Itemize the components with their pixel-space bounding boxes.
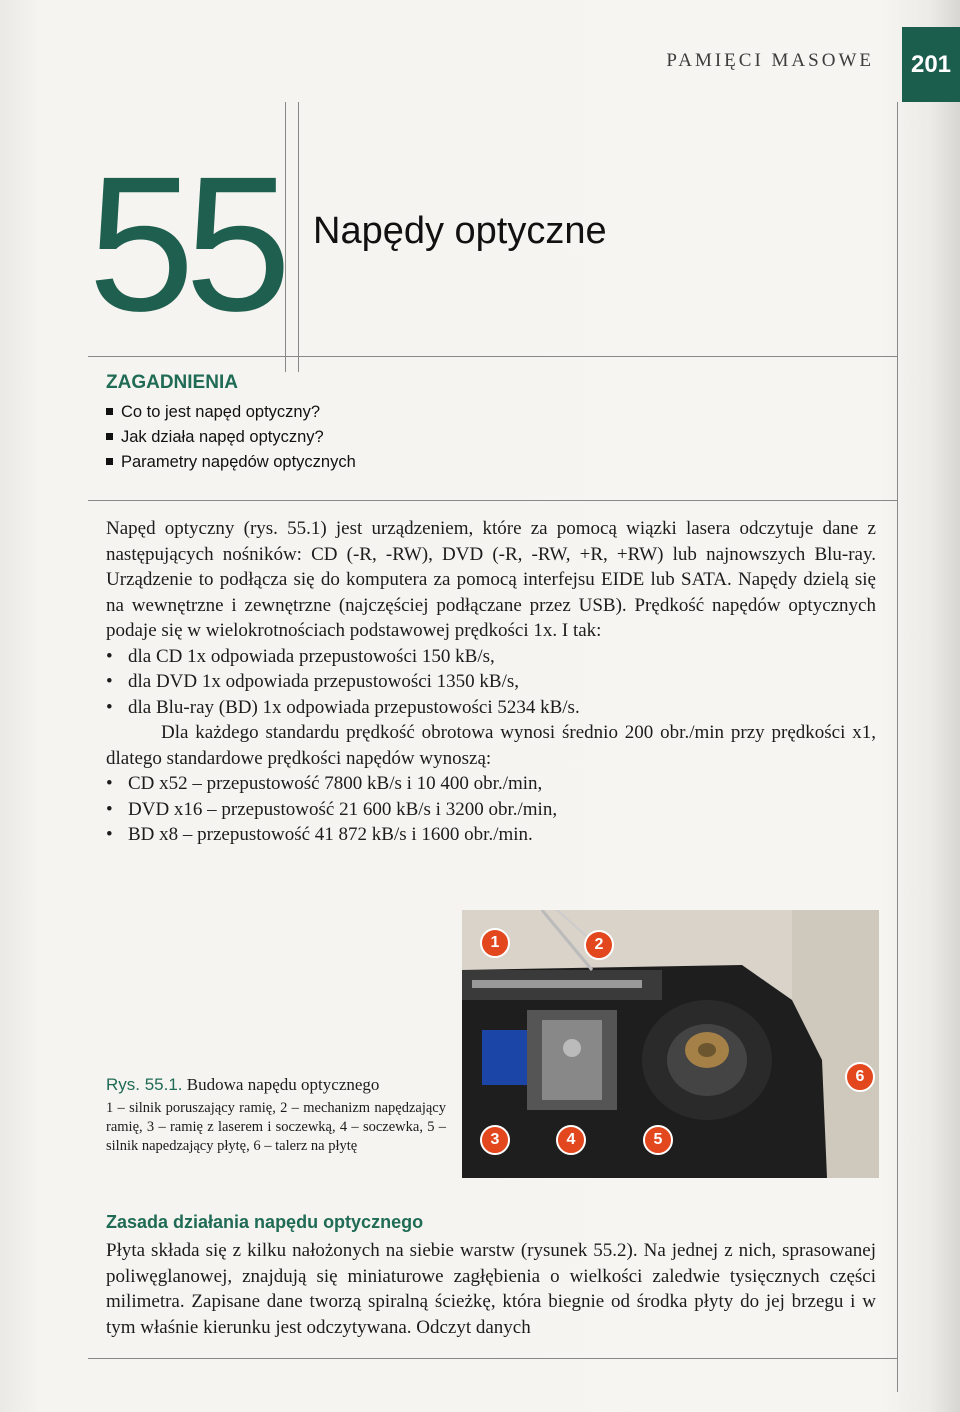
frame-line [88, 356, 898, 357]
frame-line [88, 500, 898, 501]
marker-4: 4 [556, 1125, 586, 1155]
frame-line [298, 102, 299, 372]
frame-line [897, 102, 898, 1392]
square-bullet-icon [106, 458, 113, 465]
examples-list [106, 771, 876, 848]
frame-line [285, 102, 286, 372]
speeds-paragraph: Dla każdego standardu prędkość obrotowa wynosi średnio 200 obr./min przy prędkości x1, dlatego standardowe prędkości napędów wynoszą: [106, 722, 876, 769]
topics-box [106, 372, 356, 475]
marker-3: 3 [480, 1125, 510, 1155]
running-header: PAMIĘCI MASOWE [666, 50, 874, 71]
frame-line [88, 1358, 898, 1359]
speed-list [106, 644, 876, 721]
marker-1: 1 [480, 928, 510, 958]
figure-caption [106, 1075, 446, 1156]
topics-heading: ZAGADNIENIA [106, 372, 238, 393]
marker-2: 2 [584, 930, 614, 960]
marker-5: 5 [643, 1125, 673, 1155]
section-heading: Zasada działania napędu optycznego [106, 1212, 424, 1232]
figure-label: Rys. 55.1. [106, 1075, 183, 1094]
list-item: • CD x52 – przepustowość 7800 kB/s i 10 400 obr./min, [106, 771, 876, 797]
topic-item: Parametry napędów optycznych [106, 450, 356, 475]
chapter-title: Napędy optyczne [313, 210, 607, 252]
page-number-tab: 201 [902, 27, 960, 102]
square-bullet-icon [106, 433, 113, 440]
section-text [106, 1238, 876, 1340]
list-item: • dla CD 1x odpowiada przepustowości 150 kB/s, [106, 644, 876, 670]
figure-title: Budowa napędu optycznego [186, 1075, 380, 1094]
list-item: • dla Blu-ray (BD) 1x odpowiada przepustowości 5234 kB/s. [106, 695, 876, 721]
topics-list [106, 400, 356, 475]
main-text [106, 516, 876, 848]
list-item: • dla DVD 1x odpowiada przepustowości 1350 kB/s, [106, 669, 876, 695]
list-item: • DVD x16 – przepustowość 21 600 kB/s i 3200 obr./min, [106, 797, 876, 823]
topic-item: Jak działa napęd optyczny? [106, 425, 356, 450]
figure-description: 1 – silnik poruszający ramię, 2 – mechanizm napędzający ramię, 3 – ramię z laserem i soczewką, 4 – soczewka, 5 – silnik napedzający płytę, 6 – talerz na płytę [106, 1100, 446, 1154]
marker-6: 6 [845, 1062, 875, 1092]
square-bullet-icon [106, 408, 113, 415]
chapter-number: 55 [88, 136, 282, 351]
list-item: • BD x8 – przepustowość 41 872 kB/s i 1600 obr./min. [106, 822, 876, 848]
topic-item: Co to jest napęd optyczny? [106, 400, 356, 425]
intro-paragraph: Napęd optyczny (rys. 55.1) jest urządzeniem, które za pomocą wiązki lasera odczytuje dane z następujących nośników: CD (-R, -RW), DVD (-R, -RW, +R, +RW) lub najnowszych Blu-ray. Urządzenie to podłącza się do komputera za pomocą interfejsu EIDE lub SATA. Napędy dzielą się na wewnętrzne i zewnętrzne (najczęściej podłączane przez USB). Prędkość napędów optycznych podaje się w wielokrotnościach podstawowej prędkości 1x. I tak: [106, 518, 876, 641]
section-paragraph: Płyta składa się z kilku nałożonych na siebie warstw (rysunek 55.2). Na jednej z nich, sprasowanej poliwęglanowej, znajdują się miniaturowe zagłębienia o wielkości zaledwie tysięcznych części milimetra. Zapisane dane tworzą spiralną ścieżkę, która biegnie od środka płyty do jej brzegu i w tym właśnie kierunku jest odczytywana. Odczyt danych [106, 1240, 876, 1338]
